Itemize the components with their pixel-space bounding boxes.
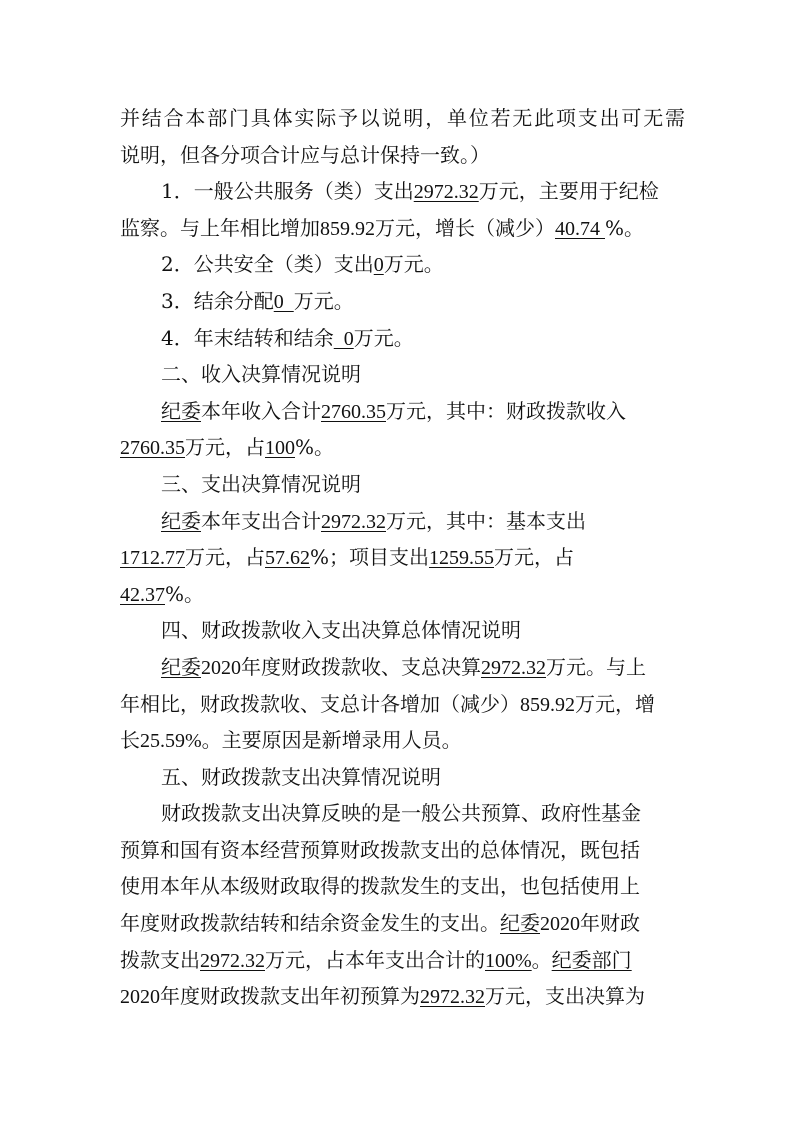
text-line	[120, 393, 685, 430]
text-run: 万元，占本年支出合计的	[265, 947, 485, 972]
heading-text: 五、财政拨款支出决算情况说明	[161, 764, 441, 789]
text-run: 万元，其中：基本支出	[386, 508, 586, 533]
underlined-unit-name: 纪委部门	[551, 947, 632, 972]
underlined-value: 40.74	[555, 217, 605, 240]
text-run: 长	[120, 728, 140, 753]
underlined-unit-name: 纪委	[500, 911, 540, 936]
text-run: 万元。	[353, 325, 414, 350]
text-run: 3．结余分配	[161, 288, 274, 313]
text-run: 万元。	[383, 252, 444, 277]
text-run: 拨款支出	[120, 947, 200, 972]
text-line	[120, 868, 685, 905]
text-run: 。主要原因是新增录用人员。	[201, 728, 462, 753]
underlined-value: 2760.35	[120, 437, 185, 460]
underlined-value: 2760.35	[321, 400, 386, 423]
underlined-unit-name: 纪委	[161, 654, 201, 679]
text-run: 监察。与上年相比增加	[120, 215, 320, 240]
text-line	[120, 429, 685, 466]
text-run: 万元，增	[575, 691, 655, 716]
underlined-value: 2972.32	[481, 656, 546, 679]
year-value: 2020	[120, 986, 160, 1009]
heading-text: 三、支出决算情况说明	[161, 471, 361, 496]
text-line	[120, 246, 685, 283]
text-line	[120, 576, 685, 613]
underlined-value: 2972.32	[413, 181, 479, 204]
text-run: %。	[605, 215, 645, 240]
number-value: 25.59%	[140, 730, 202, 753]
underlined-value: 42.37	[120, 583, 165, 606]
text-line	[120, 210, 685, 247]
underlined-value: 1712.77	[120, 547, 185, 570]
text-run: 年相比，财政拨款收、支总计各增加（减少）	[120, 691, 520, 716]
text-run: 1．一般公共服务（类）支出	[161, 179, 414, 204]
heading-text: 二、收入决算情况说明	[161, 362, 361, 387]
underlined-value: 57.62	[265, 547, 310, 570]
text-run: 年财政	[580, 911, 640, 936]
year-value: 2020	[540, 913, 580, 936]
text-run: 本年收入合计	[201, 398, 321, 423]
text-run: 万元，增长（减少）	[375, 215, 555, 240]
text-line	[120, 832, 685, 869]
underlined-value: 1259.55	[429, 547, 495, 570]
underlined-value: 100%	[485, 949, 532, 972]
text-run: 万元。与上	[546, 654, 646, 679]
underlined-value: 0	[273, 290, 294, 313]
text-run: 万元。	[293, 288, 354, 313]
text-line	[120, 978, 685, 1015]
text-run: 年度财政拨款结转和结余资金发生的支出。	[120, 911, 500, 936]
text-line	[120, 137, 685, 174]
text-run: %；项目支出	[310, 545, 430, 570]
text-run: 说明，但各分项合计应与总计保持一致。）	[120, 142, 490, 167]
section-heading	[120, 612, 685, 649]
text-run: 。	[531, 947, 552, 972]
text-run: 年度财政拨款支出年初预算为	[160, 984, 420, 1009]
underlined-value: 2972.32	[200, 949, 265, 972]
text-line	[120, 283, 685, 320]
text-line	[120, 905, 685, 942]
text-run: 万元，占	[494, 545, 575, 570]
text-run: 万元，支出决算为	[485, 984, 645, 1009]
text-run: 4．年末结转和结余	[161, 325, 334, 350]
text-run: 万元，占	[185, 435, 265, 460]
number-value: 859.92	[320, 217, 375, 240]
text-run: 万元，占	[185, 545, 265, 570]
underlined-value: 0	[373, 254, 384, 277]
text-run: %。	[165, 581, 205, 606]
text-line	[120, 503, 685, 540]
text-line	[120, 686, 685, 723]
number-value: 859.92	[520, 693, 575, 716]
text-line	[120, 173, 685, 210]
text-run: 本年支出合计	[201, 508, 321, 533]
text-line	[120, 539, 685, 576]
text-run: %。	[295, 435, 335, 460]
section-heading	[120, 466, 685, 503]
section-heading	[120, 356, 685, 393]
underlined-value: 2972.32	[420, 986, 485, 1009]
text-run: 财政拨款支出决算反映的是一般公共预算、政府性基金	[161, 801, 641, 826]
text-run: 万元，其中：财政拨款收入	[386, 398, 626, 423]
text-line	[120, 942, 685, 979]
underlined-value: 2972.32	[321, 510, 386, 533]
text-run: 并结合本部门具体实际予以说明，单位若无此项支出可无需	[120, 106, 685, 130]
underlined-unit-name: 纪委	[161, 398, 201, 423]
text-run: 2．公共安全（类）支出	[161, 252, 374, 277]
text-line	[120, 100, 685, 137]
text-run: 年度财政拨款收、支总决算	[241, 654, 481, 679]
text-line	[120, 722, 685, 759]
text-run: 万元，主要用于纪检	[478, 179, 659, 204]
section-heading	[120, 759, 685, 796]
text-run: 预算和国有资本经营预算财政拨款支出的总体情况，既包括	[120, 837, 640, 862]
underlined-value: 100	[265, 437, 295, 460]
text-line	[120, 649, 685, 686]
document-page	[120, 100, 685, 1015]
underlined-value: 0	[333, 327, 354, 350]
underlined-unit-name: 纪委	[161, 508, 201, 533]
text-run: 使用本年从本级财政取得的拨款发生的支出，也包括使用上	[120, 874, 640, 899]
heading-text: 四、财政拨款收入支出决算总体情况说明	[161, 618, 521, 643]
text-line	[120, 795, 685, 832]
year-value: 2020	[201, 656, 241, 679]
text-line	[120, 320, 685, 357]
